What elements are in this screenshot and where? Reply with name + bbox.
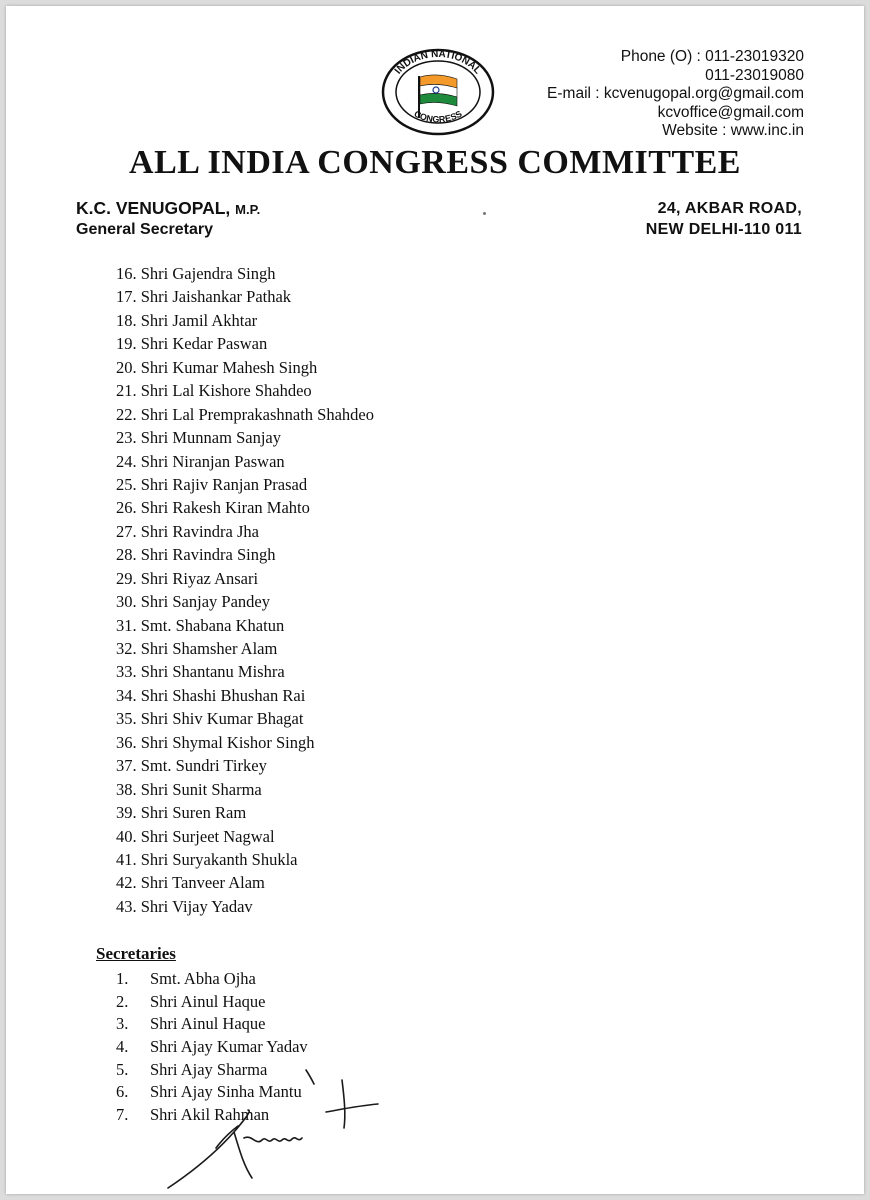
item-number: 23. (116, 428, 137, 448)
item-name: Shri Ajay Kumar Yadav (150, 1037, 308, 1057)
item-number: 4. (116, 1037, 129, 1057)
item-number: 40. (116, 826, 137, 846)
item-name: Shri Gajendra Singh (140, 264, 276, 283)
speck (483, 212, 486, 215)
item-number: 27. (116, 521, 137, 541)
item-name: Shri Shashi Bhushan Rai (140, 685, 306, 705)
sender-role: General Secretary (76, 221, 213, 238)
list-item (116, 778, 374, 801)
list-item (116, 684, 374, 707)
item-number: 16. (116, 264, 137, 283)
item-number: 29. (116, 568, 137, 588)
members-list (116, 262, 374, 918)
logo-top-text: INDIAN NATIONAL (392, 48, 484, 77)
item-name: Shri Shamsher Alam (140, 639, 278, 658)
item-number: 37. (116, 756, 137, 776)
item-number: 41. (116, 849, 137, 869)
item-number: 5. (116, 1059, 129, 1079)
list-item (116, 332, 374, 355)
item-name: Smt. Shabana Khatun (140, 615, 285, 635)
list-item (116, 543, 374, 566)
item-name: Shri Tanveer Alam (140, 873, 265, 893)
list-item (116, 1036, 308, 1059)
phone-1: Phone (O) : 011-23019320 (620, 48, 804, 65)
list-item (116, 379, 374, 402)
website: Website : www.inc.in (662, 122, 804, 139)
list-item (116, 473, 374, 496)
list-item (116, 871, 374, 894)
item-name: Shri Jamil Akhtar (140, 310, 258, 330)
item-number: 34. (116, 685, 137, 705)
sender-name-line (76, 198, 260, 220)
item-name: Shri Shiv Kumar Bhagat (140, 709, 304, 729)
list-item (116, 403, 374, 426)
item-name: Shri Ravindra Singh (140, 545, 276, 565)
item-name: Shri Sunit Sharma (140, 779, 262, 799)
sender-block (76, 198, 260, 240)
list-item (116, 754, 374, 777)
list-item (116, 968, 308, 991)
item-number: 1. (116, 969, 129, 988)
item-name: Shri Lal Premprakashnath Shahdeo (140, 404, 374, 424)
item-name: Shri Suren Ram (140, 803, 247, 823)
list-item (116, 895, 374, 918)
phone-2: 011-23019080 (705, 66, 804, 84)
list-item (116, 731, 374, 754)
item-number: 18. (116, 310, 137, 330)
item-number: 42. (116, 873, 137, 893)
list-item (116, 309, 374, 332)
item-number: 6. (116, 1082, 129, 1102)
item-name: Smt. Sundri Tirkey (140, 756, 267, 776)
list-item (116, 848, 374, 871)
item-name: Shri Riyaz Ansari (140, 568, 259, 588)
item-name: Shri Kumar Mahesh Singh (140, 357, 318, 377)
item-number: 38. (116, 779, 137, 799)
item-name: Shri Ajay Sinha Mantu (150, 1082, 302, 1102)
list-item (116, 1013, 308, 1036)
list-item (116, 991, 308, 1014)
contact-block (547, 48, 804, 141)
item-name: Smt. Abha Ojha (150, 969, 256, 988)
item-number: 24. (116, 451, 137, 471)
letter-page (6, 6, 864, 1194)
list-item (116, 520, 374, 543)
item-name: Shri Ainul Haque (150, 1014, 266, 1034)
item-number: 31. (116, 615, 137, 635)
list-item (116, 825, 374, 848)
list-item (116, 660, 374, 683)
address-line-2: NEW DELHI-110 011 (645, 221, 802, 238)
item-number: 25. (116, 474, 137, 494)
list-item (116, 450, 374, 473)
list-item (116, 356, 374, 379)
organization-title: ALL INDIA CONGRESS COMMITTEE (129, 144, 741, 181)
list-item (116, 801, 374, 824)
item-number: 19. (116, 334, 137, 354)
list-item (116, 496, 374, 519)
item-name: Shri Suryakanth Shukla (140, 849, 298, 869)
list-item (116, 637, 374, 660)
logo-bottom-text: CONGRESS (412, 108, 464, 125)
email-2: kcvoffice@gmail.com (657, 103, 804, 121)
item-number: 36. (116, 732, 137, 752)
signature-icon (156, 1066, 396, 1194)
item-name: Shri Shymal Kishor Singh (140, 732, 315, 752)
item-number: 32. (116, 639, 137, 658)
item-name: Shri Lal Kishore Shahdeo (140, 381, 312, 401)
item-number: 3. (116, 1014, 129, 1034)
address-block (646, 198, 802, 240)
item-number: 22. (116, 404, 137, 424)
item-name: Shri Vijay Yadav (140, 896, 253, 916)
item-name: Shri Ajay Sharma (150, 1059, 268, 1079)
item-number: 21. (116, 381, 137, 401)
list-item (116, 426, 374, 449)
list-item (116, 707, 374, 730)
item-number: 28. (116, 545, 137, 565)
list-item (116, 590, 374, 613)
item-number: 43. (116, 896, 137, 916)
item-name: Shri Sanjay Pandey (140, 592, 270, 612)
item-name: Shri Niranjan Paswan (140, 451, 285, 471)
item-number: 35. (116, 709, 137, 729)
item-name: Shri Ainul Haque (150, 991, 266, 1011)
congress-logo-icon (379, 46, 497, 138)
item-number: 17. (116, 287, 137, 307)
sender-name: K.C. VENUGOPAL, (76, 198, 231, 218)
item-name: Shri Kedar Paswan (140, 334, 268, 354)
list-item (116, 614, 374, 637)
item-name: Shri Ravindra Jha (140, 521, 259, 541)
secretaries-heading: Secretaries (96, 944, 176, 963)
item-name: Shri Munnam Sanjay (140, 428, 281, 448)
item-name: Shri Rajiv Ranjan Prasad (140, 474, 308, 494)
item-number: 26. (116, 498, 137, 518)
item-number: 30. (116, 592, 137, 612)
item-name: Shri Akil Rahman (150, 1105, 270, 1125)
item-number: 7. (116, 1105, 129, 1125)
address-line-1: 24, AKBAR ROAD, (657, 200, 802, 217)
item-name: Shri Surjeet Nagwal (140, 826, 275, 846)
item-number: 33. (116, 662, 137, 682)
item-name: Shri Shantanu Mishra (140, 662, 285, 682)
item-number: 39. (116, 803, 137, 823)
item-name: Shri Rakesh Kiran Mahto (140, 498, 310, 518)
item-number: 20. (116, 357, 137, 377)
email-1: E-mail : kcvenugopal.org@gmail.com (547, 85, 804, 102)
sender-suffix: M.P. (235, 202, 261, 217)
item-number: 2. (116, 991, 129, 1011)
item-name: Shri Jaishankar Pathak (140, 287, 292, 307)
list-item (116, 285, 374, 308)
list-item (116, 262, 374, 285)
list-item (116, 567, 374, 590)
